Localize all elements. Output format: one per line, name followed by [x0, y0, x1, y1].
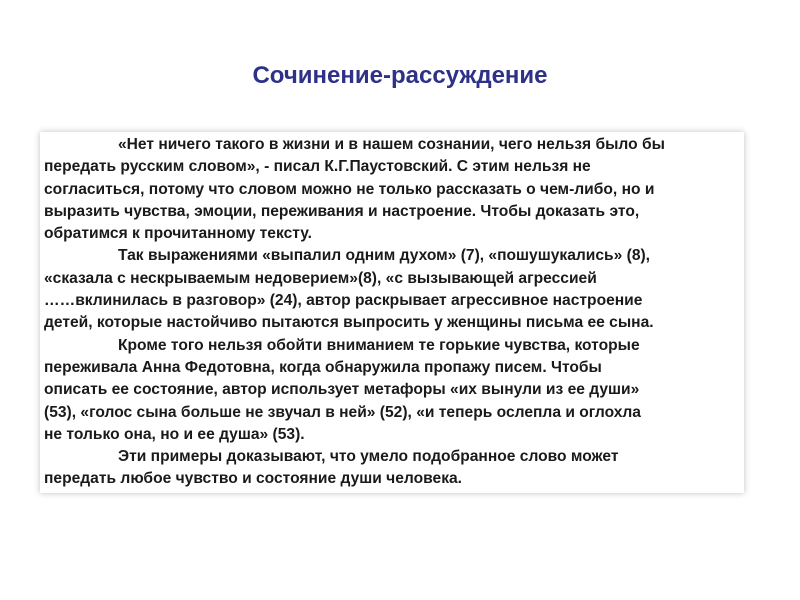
essay-line: описать ее состояние, автор использует метафоры «их вынули из ее души»	[44, 381, 640, 399]
essay-line: Так выражениями «выпалил одним духом» (7), «пошушукались» (8),	[118, 247, 651, 265]
essay-line: детей, которые настойчиво пытаются выпросить у женщины письма ее сына.	[44, 314, 654, 332]
essay-line: выразить чувства, эмоции, переживания и настроение. Чтобы доказать это,	[44, 202, 640, 220]
essay-line: Эти примеры доказывают, что умело подобранное слово может	[118, 448, 619, 466]
essay-line: Кроме того нельзя обойти вниманием те горькие чувства, которые	[118, 336, 640, 354]
essay-line: (53), «голос сына больше не звучал в ней» (52), «и теперь ослепла и оглохла	[44, 403, 641, 421]
essay-line: передать любое чувство и состояние души человека.	[44, 470, 463, 488]
essay-text-box	[40, 132, 744, 493]
essay-line: «сказала с нескрываемым недоверием»(8), «с вызывающей агрессией	[44, 269, 597, 287]
slide-title: Сочинение-рассуждение	[252, 62, 548, 89]
essay-line: обратимся к прочитанному тексту.	[44, 225, 312, 243]
essay-line: согласиться, потому что словом можно не только рассказать о чем-либо, но и	[44, 180, 655, 198]
essay-line: передать русским словом», - писал К.Г.Паустовский. С этим нельзя не	[44, 158, 591, 176]
essay-line: ……вклинилась в разговор» (24), автор раскрывает агрессивное настроение	[44, 292, 643, 310]
essay-line: переживала Анна Федотовна, когда обнаружила пропажу писем. Чтобы	[44, 358, 602, 376]
essay-line: не только она, но и ее душа» (53).	[44, 425, 305, 443]
essay-line: «Нет ничего такого в жизни и в нашем сознании, чего нельзя было бы	[118, 136, 665, 153]
